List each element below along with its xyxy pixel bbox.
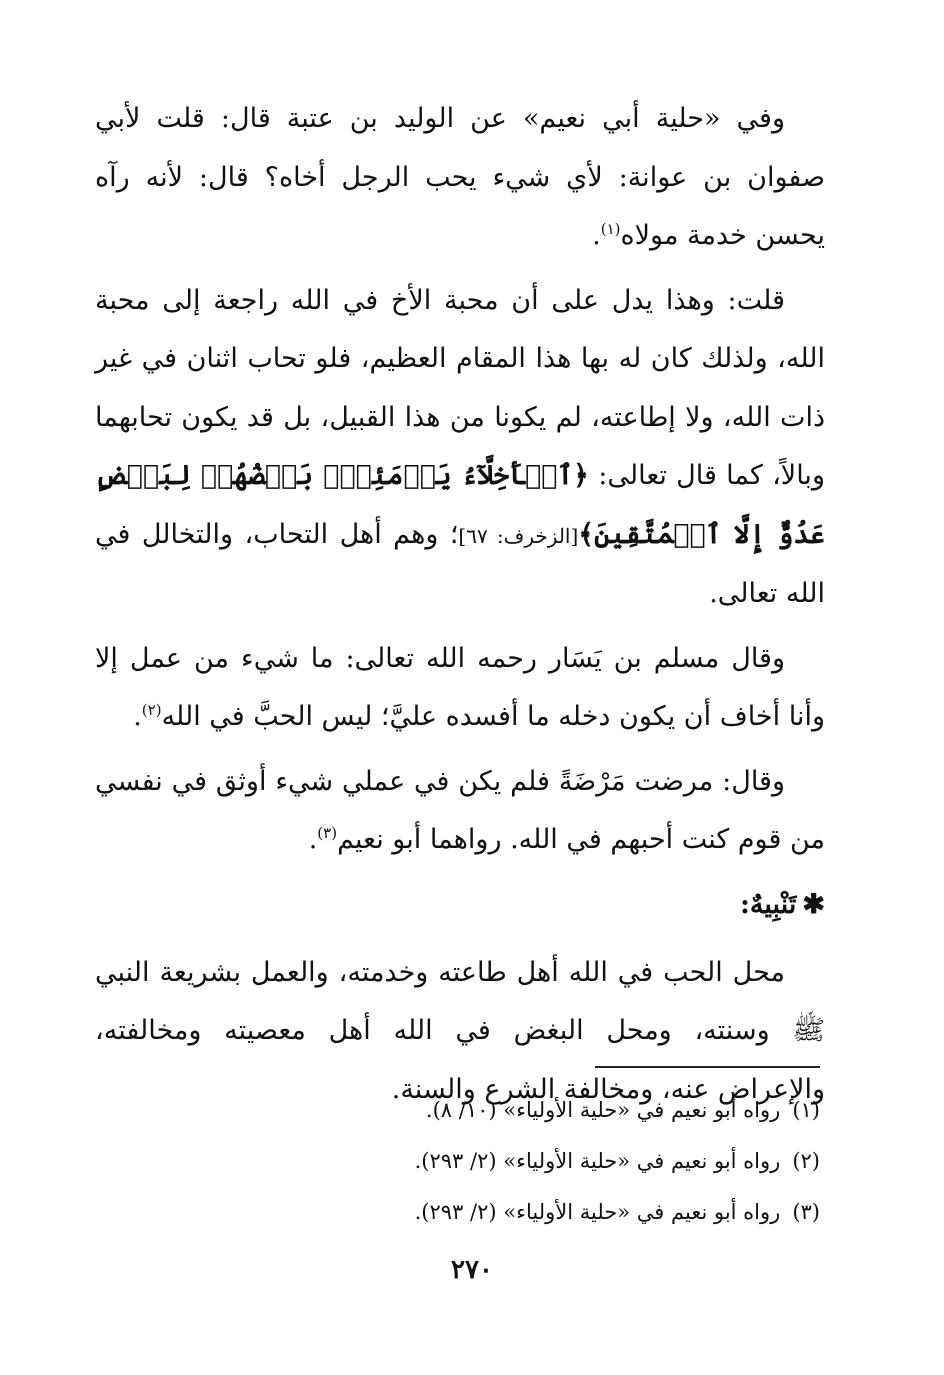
paragraph-1 <box>95 90 825 266</box>
paragraph-2-after: ؛ وهم أهل التحاب، والتخالل في الله تعالى. <box>95 518 825 609</box>
paragraph-4 <box>95 753 825 870</box>
paragraph-5-text: محل الحب في الله أهل طاعته وخدمته، والعمل بشريعة النبي ﷺ وسنته، ومحل البغض في الله أهل معصيته ومخالفته، والإعراض عنه، ومخالفة الشرع والسنة. <box>95 956 825 1105</box>
paragraph-2 <box>95 272 825 624</box>
footnote-ref-2[interactable]: (٢) <box>141 701 162 719</box>
paragraph-4-text: وقال: مرضت مَرْضَةً فلم يكن في عملي شيء أوثق في نفسي من قوم كنت أحبهم في الله. رواهما أبو نعيم <box>95 765 825 855</box>
paragraph-2-text: قلت: وهذا يدل على أن محبة الأخ في الله راجعة إلى محبة الله، ولذلك كان له بها هذا المقام العظيم، فلو تحاب اثنان في غير ذات الله، ولا إطاعته، لم يكونا من هذا القبيل، بل قد يكون تحابهما وبالاً، كما قال تعالى: <box>95 284 825 491</box>
footnote-number: (٣) <box>792 1200 820 1224</box>
footnote-divider <box>595 1066 820 1068</box>
paragraph-4-end: . <box>308 824 318 855</box>
paragraph-3-text: وقال مسلم بن يَسَار رحمه الله تعالى: ما شيء من عمل إلا وأنا أخاف أن يكون دخله ما أفسده عليَّ؛ ليس الحبَّ في الله <box>95 642 825 732</box>
quran-verse: ﴿ٱلۡأَخِلَّآءُ يَوۡمَئِذِۭ بَعۡضُهُمۡ لِبَعۡضٍ عَدُوٌّ إِلَّا ٱلۡمُتَّقِينَ﴾ <box>95 460 825 550</box>
paragraph-1-text: وفي «حلية أبي نعيم» عن الوليد بن عتبة قال: قلت لأبي صفوان بن عوانة: لأي شيء يحب الرجل أخاه؟ قال: لأنه رآه يحسن خدمة مولاه <box>95 103 825 251</box>
section-heading <box>95 876 825 934</box>
footnote-1 <box>300 1085 820 1136</box>
footnote-number: (٢) <box>792 1149 820 1173</box>
footnote-text: رواه أبو نعيم في «حلية الأولياء» (٢/ ٢٩٣). <box>414 1200 781 1224</box>
footnote-2 <box>300 1136 820 1187</box>
paragraph-3 <box>95 630 825 747</box>
footnote-text: رواه أبو نعيم في «حلية الأولياء» (١٠/ ٨). <box>425 1098 781 1122</box>
footnote-ref-1[interactable]: (١) <box>600 220 621 238</box>
star-icon: ✱ <box>802 888 825 920</box>
quran-citation: [الزخرف: ٦٧] <box>458 523 579 548</box>
footnotes <box>300 1085 820 1238</box>
footnote-3 <box>300 1187 820 1238</box>
page-number: ٢٧٠ <box>451 1255 493 1285</box>
paragraph-3-end: . <box>133 701 142 732</box>
footnote-text: رواه أبو نعيم في «حلية الأولياء» (٢/ ٢٩٣). <box>414 1149 781 1173</box>
heading-text: تَنْبِيهٌ: <box>739 888 797 920</box>
page-body <box>95 90 825 1125</box>
footnote-ref-3[interactable]: (٣) <box>317 824 338 842</box>
footnote-number: (١) <box>792 1098 820 1122</box>
paragraph-1-end: . <box>592 220 601 251</box>
